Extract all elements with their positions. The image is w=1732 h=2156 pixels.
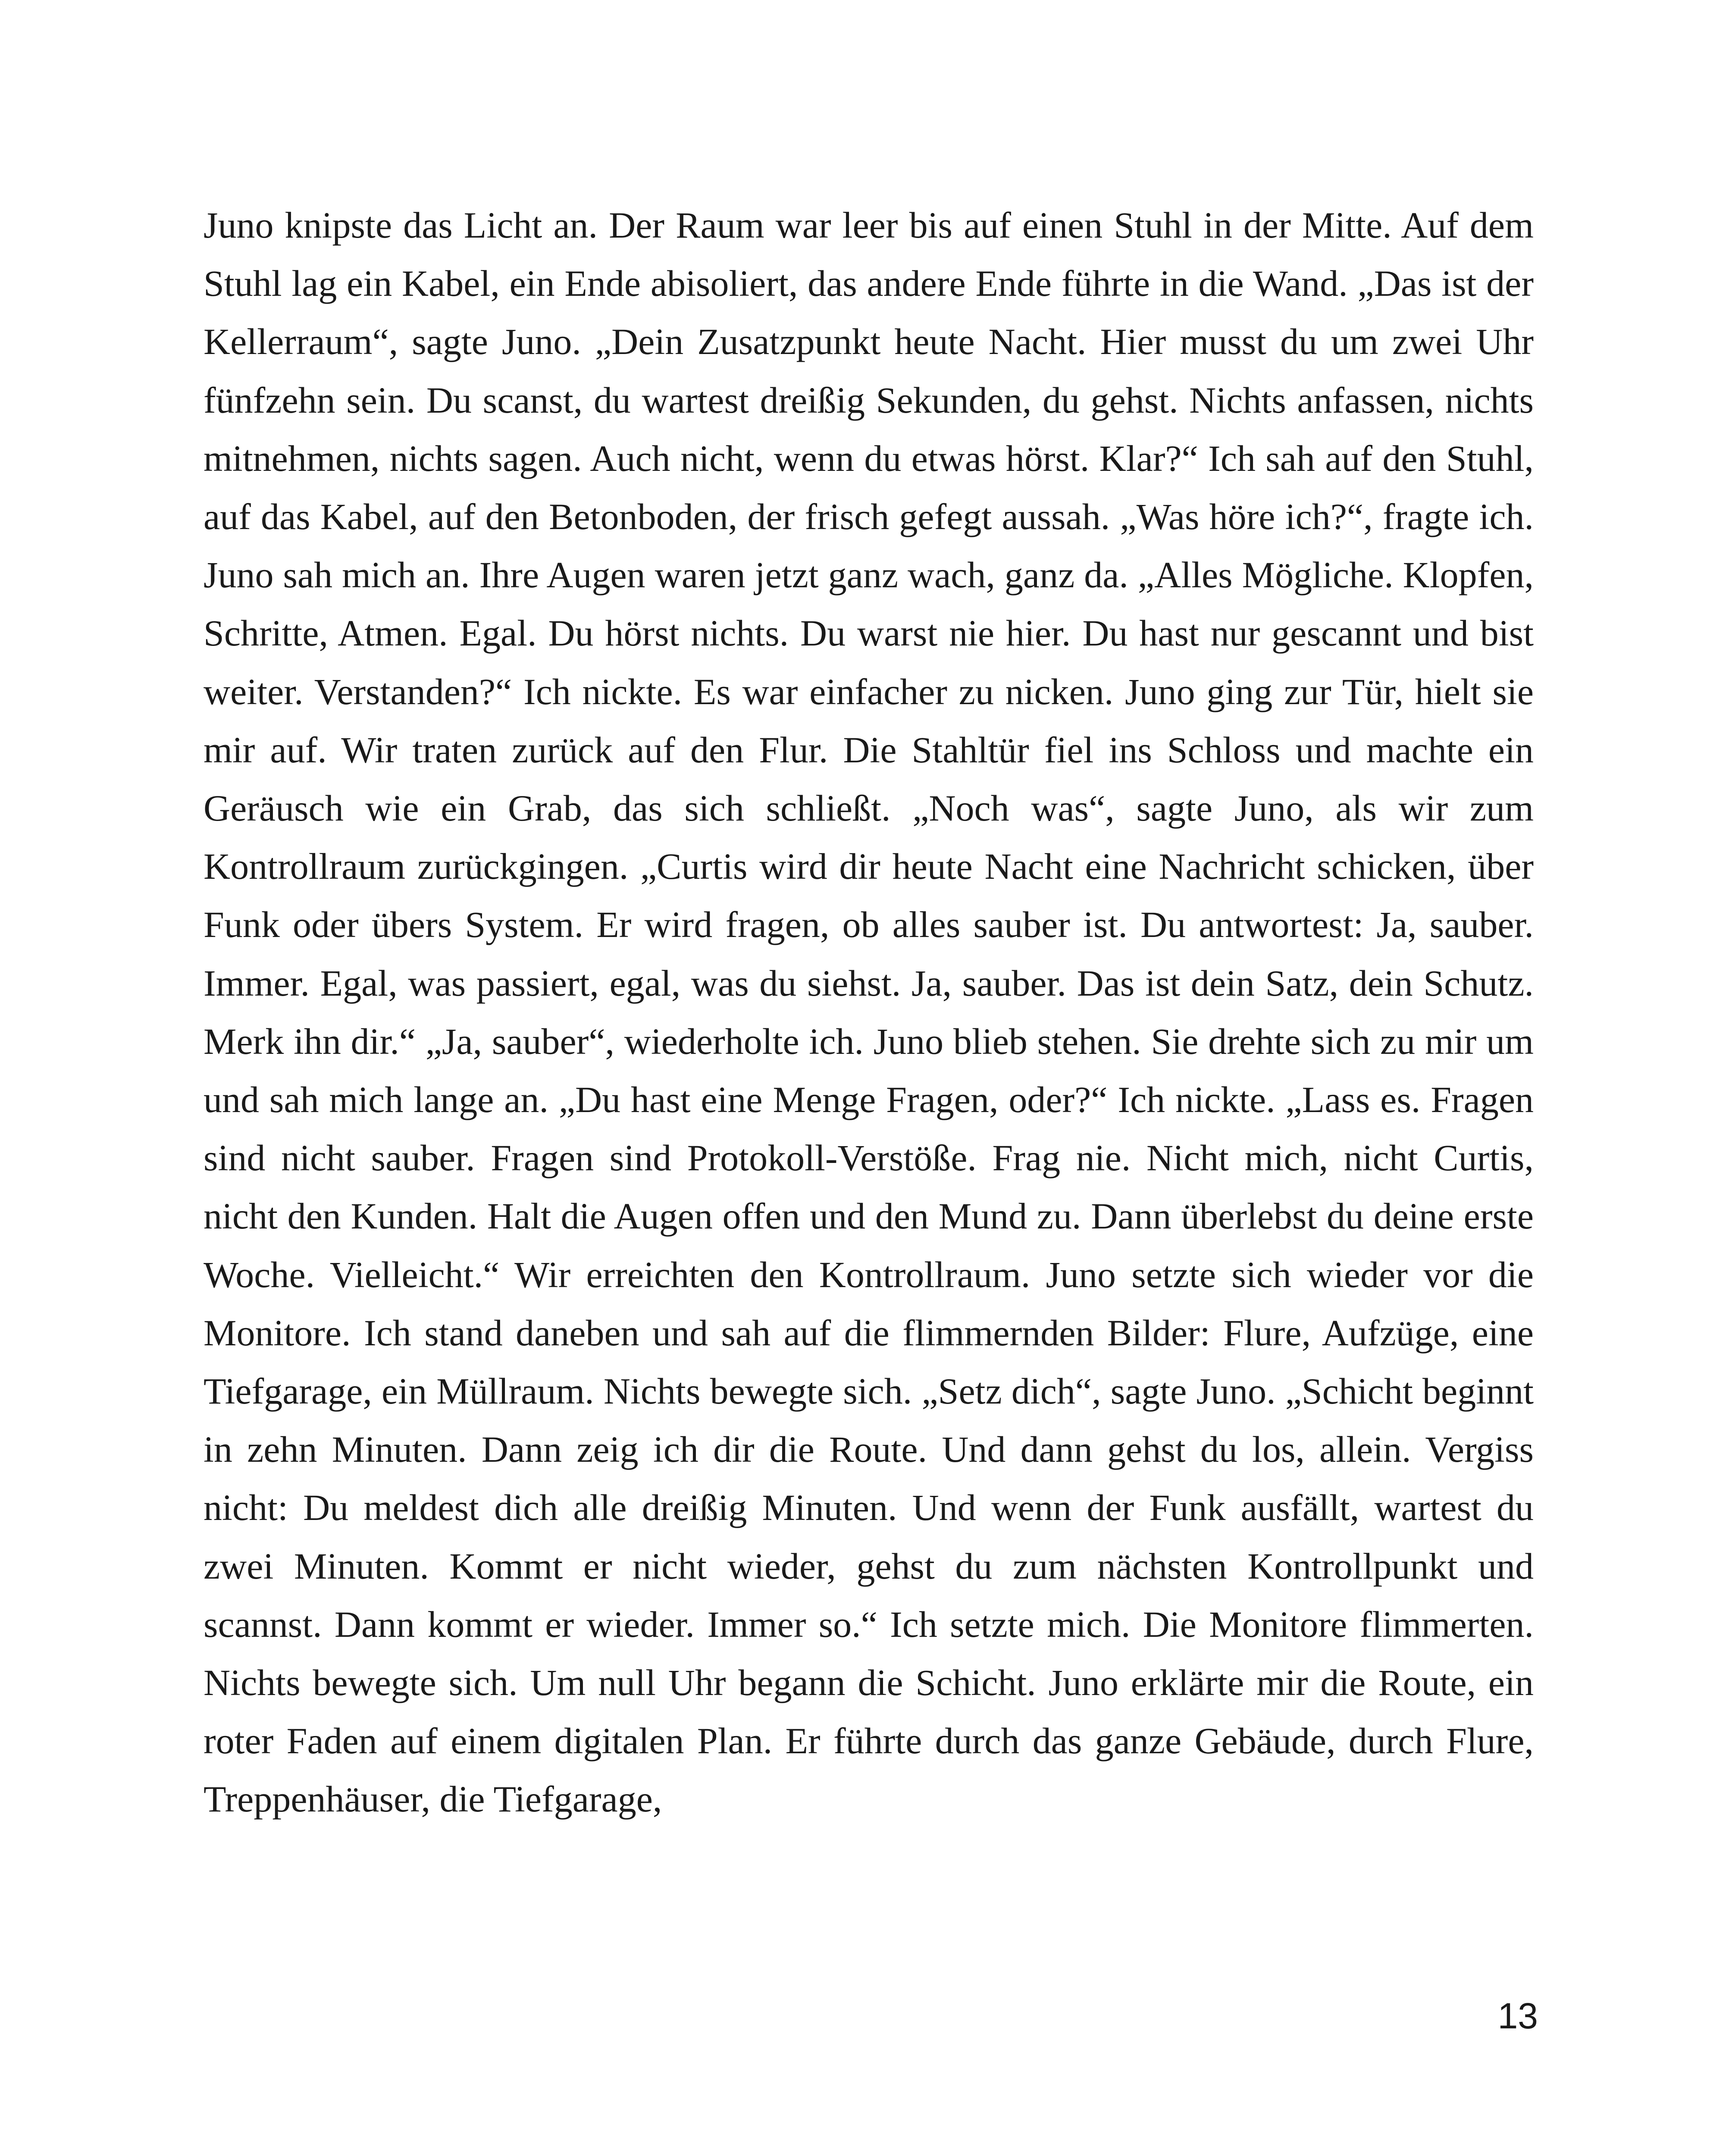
body-paragraph: Juno knipste das Licht an. Der Raum war leer bis auf einen Stuhl in der Mitte. Auf dem Stuhl lag ein Kabel, ein Ende abisoliert, das andere Ende führte in die Wand. „Das ist der Kellerraum“, sagte Juno. „Dein Zusatzpunkt heute Nacht. Hier musst du um zwei Uhr fünfzehn sein. Du scanst, du wartest dreißig Sekunden, du gehst. Nichts anfassen, nichts mitnehmen, nichts sagen. Auch nicht, wenn du etwas hörst. Klar?“ Ich sah auf den Stuhl, auf das Kabel, auf den Betonboden, der frisch gefegt aussah. „Was höre ich?“, fragte ich. Juno sah mich an. Ihre Augen waren jetzt ganz wach, ganz da. „Alles Mögliche. Klopfen, Schritte, Atmen. Egal. Du hörst nichts. Du warst nie hier. Du hast nur gescannt und bist weiter. Verstanden?“ Ich nickte. Es war einfacher zu nicken. Juno ging zur Tür, hielt sie mir auf. Wir traten zurück auf den Flur. Die Stahltür fiel ins Schloss und machte ein Geräusch wie ein Grab, das sich schließt. „Noch was“, sagte Juno, als wir zum Kontrollraum zurückgingen. „Curtis wird dir heute Nacht eine Nachricht schicken, über Funk oder übers System. Er wird fragen, ob alles sauber ist. Du antwortest: Ja, sauber. Immer. Egal, was passiert, egal, was du siehst. Ja, sauber. Das ist dein Satz, dein Schutz. Merk ihn dir.“ „Ja, sauber“, wiederholte ich. Juno blieb stehen. Sie drehte sich zu mir um und sah mich lange an. „Du hast eine Menge Fragen, oder?“ Ich nickte. „Lass es. Fragen sind nicht sauber. Fragen sind Protokoll-Verstöße. Frag nie. Nicht mich, nicht Curtis, nicht den Kunden. Halt die Augen offen und den Mund zu. Dann überlebst du deine erste Woche. Vielleicht.“ Wir erreichten den Kontrollraum. Juno setzte sich wieder vor die Monitore. Ich stand daneben und sah auf die flimmernden Bilder: Flure, Aufzüge, eine Tiefgarage, ein Müllraum. Nichts bewegte sich. „Setz dich“, sagte Juno. „Schicht beginnt in zehn Minuten. Dann zeig ich dir die Route. Und dann gehst du los, allein. Vergiss nicht: Du meldest dich alle dreißig Minuten. Und wenn der Funk ausfällt, wartest du zwei Minuten. Kommt er nicht wieder, gehst du zum nächsten Kontrollpunkt und scannst. Dann kommt er wieder. Immer so.“ Ich setzte mich. Die Monitore flimmerten. Nichts bewegte sich. Um null Uhr begann die Schicht. Juno erklärte mir die Route, ein roter Faden auf einem digitalen Plan. Er führte durch das ganze Gebäude, durch Flure, Treppenhäuser, die Tiefgarage, — [204, 204, 1534, 1820]
page-number: 13 — [1497, 1996, 1538, 2036]
